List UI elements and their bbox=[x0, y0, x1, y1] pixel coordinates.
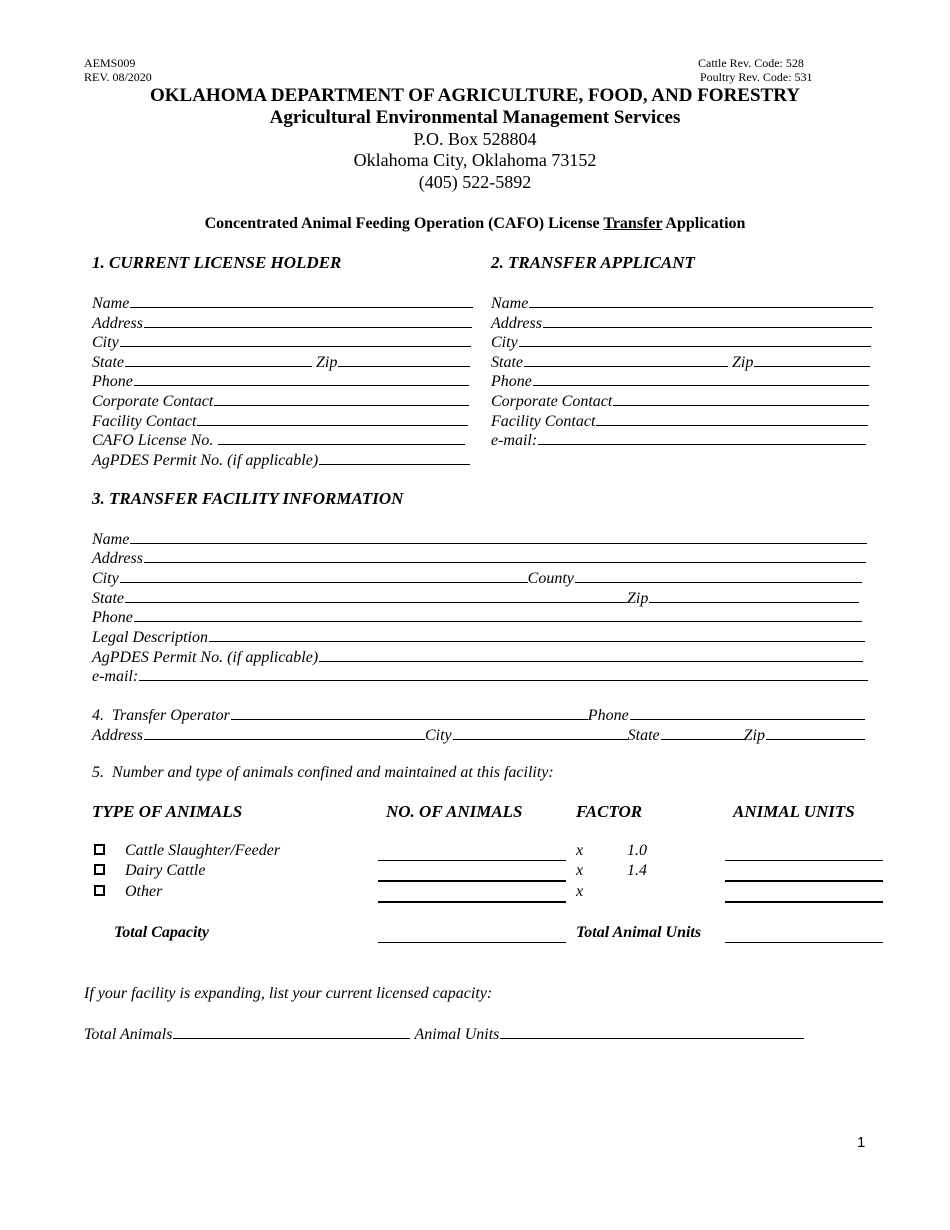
facility-phone-field[interactable]: Phone bbox=[92, 606, 862, 627]
form-title: Concentrated Animal Feeding Operation (CAFO) License Transfer Application bbox=[204, 215, 746, 232]
col-type-of-animals: TYPE OF ANIMALS bbox=[92, 802, 243, 821]
other-units-input[interactable] bbox=[725, 901, 883, 903]
total-capacity-label: Total Capacity bbox=[114, 924, 209, 941]
facility-address-field[interactable]: Address bbox=[92, 547, 866, 568]
total-animal-units-input[interactable] bbox=[725, 942, 883, 943]
agency-city-state: Oklahoma City, Oklahoma 73152 bbox=[353, 150, 597, 170]
page-number: 1 bbox=[857, 1134, 866, 1151]
col-animal-units: ANIMAL UNITS bbox=[733, 802, 855, 821]
facility-state-zip-field[interactable]: State Zip bbox=[92, 587, 859, 608]
operator-address-field[interactable]: Address City State Zip bbox=[92, 724, 865, 745]
poultry-rev-code: Poultry Rev. Code: 531 bbox=[700, 70, 813, 84]
total-animal-units-label: Total Animal Units bbox=[576, 924, 702, 941]
applicant-name-field[interactable]: Name bbox=[491, 292, 873, 313]
facility-legal-description-field[interactable]: Legal Description bbox=[92, 626, 865, 647]
col-number-of-animals: NO. OF ANIMALS bbox=[386, 802, 523, 821]
holder-corporate-contact-field[interactable]: Corporate Contact bbox=[92, 390, 469, 411]
transfer-operator-field[interactable]: 4. Transfer Operator Phone bbox=[92, 704, 865, 725]
section1-heading: 1. CURRENT LICENSE HOLDER bbox=[92, 253, 342, 272]
holder-name-field[interactable]: Name bbox=[92, 292, 473, 313]
dairy-cattle-checkbox[interactable] bbox=[94, 864, 105, 875]
row-label-other: Other bbox=[125, 883, 163, 900]
applicant-corporate-contact-field[interactable]: Corporate Contact bbox=[491, 390, 869, 411]
facility-agpdes-field[interactable]: AgPDES Permit No. (if applicable) bbox=[92, 646, 863, 667]
total-capacity-input[interactable] bbox=[378, 942, 566, 943]
dairy-cattle-units-input[interactable] bbox=[725, 880, 883, 882]
section2-heading: 2. TRANSFER APPLICANT bbox=[491, 253, 695, 272]
multiply-sign: x bbox=[576, 883, 584, 900]
applicant-phone-field[interactable]: Phone bbox=[491, 370, 869, 391]
cattle-slaughter-units-input[interactable] bbox=[725, 860, 883, 861]
agency-name: OKLAHOMA DEPARTMENT OF AGRICULTURE, FOOD, AND FORESTRY bbox=[149, 85, 800, 106]
facility-city-county-field[interactable]: City County bbox=[92, 567, 862, 588]
holder-facility-contact-field[interactable]: Facility Contact bbox=[92, 410, 468, 431]
form-code: AEMS009 bbox=[84, 56, 136, 70]
holder-address-field[interactable]: Address bbox=[92, 312, 472, 333]
holder-cafo-license-field[interactable]: CAFO License No. bbox=[92, 429, 465, 450]
facility-name-field[interactable]: Name bbox=[92, 528, 867, 549]
row-label-cattle-slaughter: Cattle Slaughter/Feeder bbox=[125, 842, 281, 859]
expansion-prompt: If your facility is expanding, list your current licensed capacity: bbox=[84, 985, 493, 1002]
form-title-transfer: Transfer bbox=[603, 215, 663, 232]
multiply-sign: x bbox=[576, 862, 584, 879]
revision-date: REV. 08/2020 bbox=[84, 70, 152, 84]
applicant-address-field[interactable]: Address bbox=[491, 312, 872, 333]
multiply-sign: x bbox=[576, 842, 584, 859]
row-label-dairy-cattle: Dairy Cattle bbox=[125, 862, 206, 879]
applicant-city-field[interactable]: City bbox=[491, 331, 871, 352]
holder-state-zip-field[interactable]: State Zip bbox=[92, 351, 470, 372]
other-count-input[interactable] bbox=[378, 901, 566, 903]
po-box: P.O. Box 528804 bbox=[413, 129, 537, 149]
holder-city-field[interactable]: City bbox=[92, 331, 471, 352]
applicant-email-field[interactable]: e-mail: bbox=[491, 429, 866, 450]
applicant-state-zip-field[interactable]: State Zip bbox=[491, 351, 870, 372]
cattle-slaughter-count-input[interactable] bbox=[378, 860, 566, 861]
dairy-cattle-count-input[interactable] bbox=[378, 880, 566, 882]
factor-value: 1.4 bbox=[627, 862, 647, 879]
holder-agpdes-field[interactable]: AgPDES Permit No. (if applicable) bbox=[92, 449, 470, 470]
expansion-capacity-field[interactable]: Total Animals Animal Units bbox=[84, 1023, 804, 1044]
other-animals-checkbox[interactable] bbox=[94, 885, 105, 896]
facility-email-field[interactable]: e-mail: bbox=[92, 665, 868, 686]
cattle-rev-code: Cattle Rev. Code: 528 bbox=[698, 56, 804, 70]
applicant-facility-contact-field[interactable]: Facility Contact bbox=[491, 410, 868, 431]
holder-phone-field[interactable]: Phone bbox=[92, 370, 469, 391]
section5-prompt: 5. Number and type of animals confined and maintained at this facility: bbox=[92, 764, 554, 781]
section3-heading: 3. TRANSFER FACILITY INFORMATION bbox=[92, 489, 404, 508]
col-factor: FACTOR bbox=[576, 802, 643, 821]
division-name: Agricultural Environmental Management Services bbox=[269, 107, 681, 128]
factor-value: 1.0 bbox=[627, 842, 647, 859]
agency-phone: (405) 522-5892 bbox=[418, 172, 532, 192]
cattle-slaughter-checkbox[interactable] bbox=[94, 844, 105, 855]
